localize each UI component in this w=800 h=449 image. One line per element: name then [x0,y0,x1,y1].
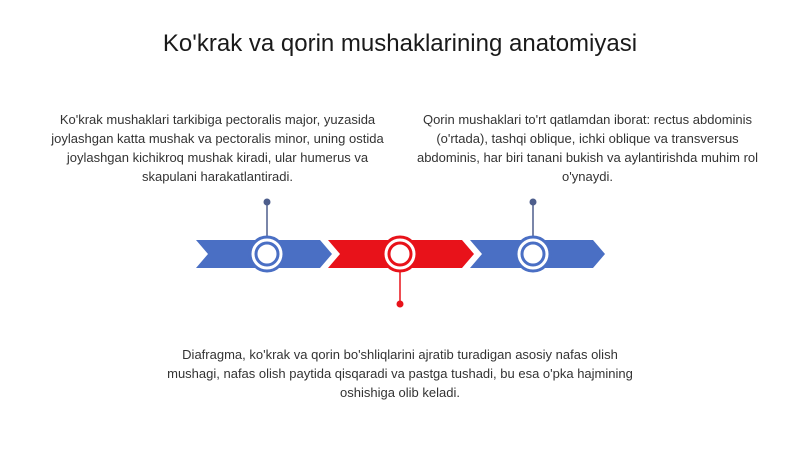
chest-muscles-text: Ko'krak mushaklari tarkibiga pectoralis major, yuzasida joylashgan katta mushak va pectoralis minor, uning ostida joylashgan kichikroq mushak kiradi, ular humerus va skapulani harakatlantiradi. [51,112,384,184]
timeline-marker-3-inner [522,243,544,265]
abdominal-muscles-text: Qorin mushaklari to'rt qatlamdan iborat: rectus abdominis (o'rtada), tashqi oblique, ichki oblique va transversus abdominis, har biri tanani bukish va aylantirishda muhim rol o'ynaydi. [416,112,759,184]
page-title: Ko'krak va qorin mushaklarining anatomiyasi [162,30,638,57]
diaphragm-text: Diafragma, ko'krak va qorin bo'shliqlarini ajratib turadigan asosiy nafas olish mushagi, nafas olish paytida qisqaradi va pastga tushadi, bu esa o'pka hajmining oshishiga olib keladi. [167,347,633,400]
timeline-marker-2-inner [389,243,411,265]
connector-dot-3 [530,199,537,206]
connector-dot-2 [397,301,404,308]
timeline-marker-1-inner [256,243,278,265]
connector-dot-1 [264,199,271,206]
